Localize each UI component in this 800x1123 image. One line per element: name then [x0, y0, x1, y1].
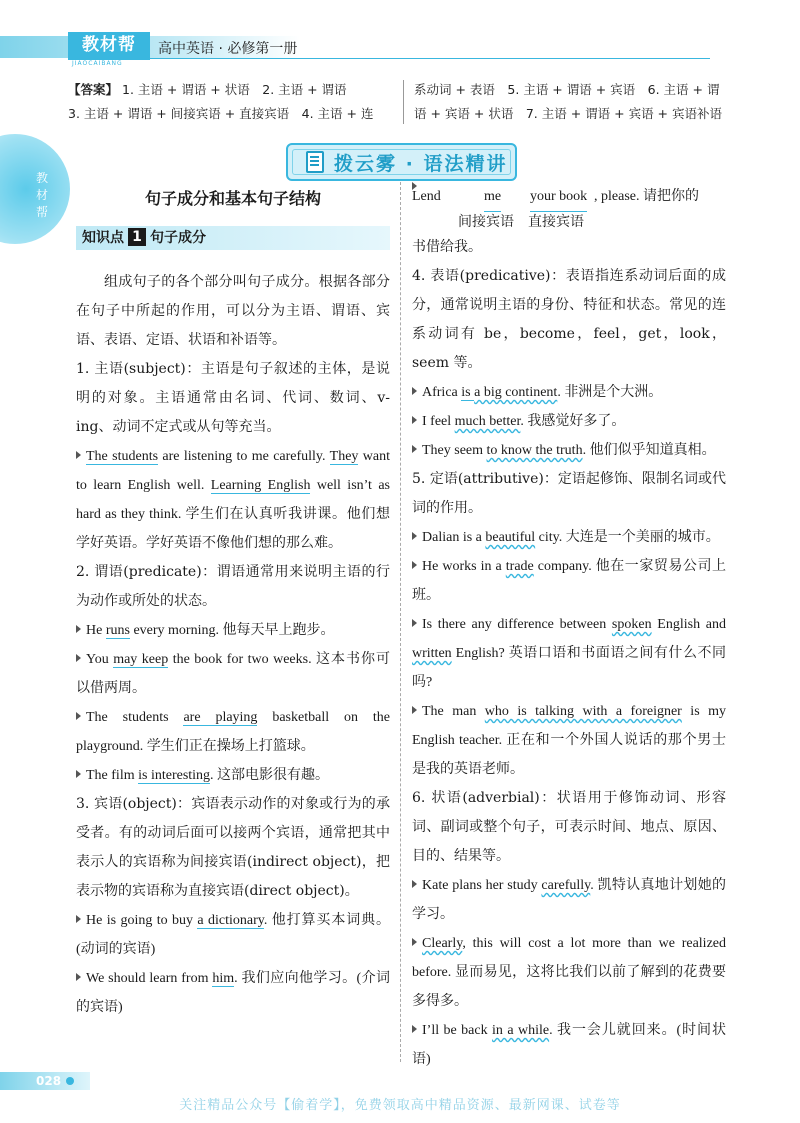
example-subject: The students are listening to me carefully. They want to learn English well. Learning English well isn’t as hard as they think. 学生们在认真听我讲课。他们想学好英语。学好英语不像他们想的那么难。 — [76, 449, 391, 551]
right-column — [412, 182, 726, 1074]
header-rule — [150, 58, 710, 59]
answer-divider — [403, 80, 404, 124]
example-attributive-1: Dalian is a beautiful city. 大连是一个美丽的城市。 — [412, 523, 726, 552]
bullet-icon — [76, 451, 81, 459]
example-object-3: Lend me your book , please. 请把你的 — [412, 182, 726, 211]
bullet-icon — [412, 1025, 417, 1033]
bullet-icon — [412, 387, 417, 395]
example-attributive-3: Is there any difference between spoken English and written English? 英语口语和书面语之间有什么不同吗? — [412, 617, 726, 690]
example-adverbial-2: Clearly, this will cost a lot more than we realized before. 显而易见，这将比我们以前了解到的花费要多得多。 — [412, 936, 726, 1009]
bullet-icon — [412, 938, 417, 946]
example-attributive-4: The man who is talking with a foreigner is my English teacher. 正在和一个外国人说话的那个男士是我的英语老师。 — [412, 704, 726, 777]
bullet-icon — [412, 706, 417, 714]
answer-line-4: 语 + 宾语 + 状语 7. 主语 + 谓语 + 宾语 + 宾语补语 — [414, 106, 723, 121]
example-object-3-tail: 书借给我。 — [412, 239, 482, 255]
example-predicate-3: The students are playing basketball on the playground. 学生们正在操场上打篮球。 — [76, 710, 390, 754]
kp-number: 1 — [128, 228, 146, 246]
bullet-icon — [412, 532, 417, 540]
kp-prefix: 知识点 — [82, 230, 124, 246]
bullet-icon — [412, 880, 417, 888]
left-column — [76, 182, 390, 1022]
section-header — [286, 143, 517, 181]
answer-box — [68, 78, 730, 126]
example-object-2: We should learn from him. 我们应向他学习。(介词的宾语) — [76, 971, 390, 1015]
attributive-definition: 5. 定语(attributive)：定语起修饰、限制名词或代词的作用。 — [412, 471, 726, 516]
answer-line-2: 3. 主语 + 谓语 + 间接宾语 + 直接宾语 4. 主语 + 连 — [68, 106, 374, 121]
example-predicate-2: You may keep the book for two weeks. 这本书你可以借两周。 — [76, 652, 391, 696]
answer-line-1: 1. 主语 + 谓语 + 状语 2. 主语 + 谓语 — [122, 82, 347, 97]
column-divider — [400, 182, 402, 1062]
section-title: 拨云雾 · 语法精讲 — [334, 153, 508, 175]
answer-line-3: 系动词 + 表语 5. 主语 + 谓语 + 宾语 6. 主语 + 谓 — [414, 82, 720, 97]
predicate-definition: 2. 谓语(predicate)：谓语通常用来说明主语的行为动作或所处的状态。 — [76, 564, 390, 609]
example-predicative-3: They seem to know the truth. 他们似乎知道真相。 — [412, 436, 726, 465]
page-dot-icon — [66, 1077, 74, 1085]
bullet-icon — [412, 619, 417, 627]
bullet-icon — [76, 654, 81, 662]
object-labels: 间接宾语 直接宾语 — [458, 214, 584, 230]
bullet-icon — [76, 712, 81, 720]
predicative-definition: 4. 表语(predicative)：表语指连系动词后面的成分，通常说明主语的身份、特征和状态。常见的连系动词有 be，become，feel，get，look，seem 等。 — [412, 268, 726, 371]
bullet-icon — [76, 973, 81, 981]
brand-logo: 教材帮 — [68, 32, 150, 60]
book-title: 高中英语 · 必修第一册 — [158, 41, 298, 57]
page-number: 028 — [36, 1074, 62, 1088]
answer-label: 【答案】 — [68, 82, 119, 97]
example-attributive-2: He works in a trade company. 他在一家贸易公司上班。 — [412, 559, 726, 603]
answer-right — [414, 78, 734, 126]
article-title: 句子成分和基本句子结构 — [144, 189, 321, 208]
bullet-icon — [412, 445, 417, 453]
example-adverbial-1: Kate plans her study carefully. 凯特认真地计划她的学习。 — [412, 878, 727, 922]
example-predicate-4: The film is interesting. 这部电影很有趣。 — [76, 761, 390, 790]
bullet-icon — [412, 416, 417, 424]
example-predicate-1: He runs every morning. 他每天早上跑步。 — [76, 616, 390, 645]
knowledge-point-bar — [76, 226, 390, 250]
footer-watermark: 关注精品公众号【偷着学】，免费领取高中精品资源、最新网课、试卷等 — [179, 1098, 621, 1113]
example-adverbial-3: I’ll be back in a while. 我一会儿就回来。(时间状语) — [412, 1023, 726, 1067]
brand-logo-sub: JIAOCAIBANG — [72, 60, 123, 67]
bullet-icon — [76, 770, 81, 778]
notebook-icon — [306, 151, 324, 173]
answer-left — [68, 78, 398, 126]
side-tab-label: 教材帮 — [35, 171, 48, 219]
example-predicative-1: Africa is a big continent. 非洲是个大洲。 — [412, 378, 726, 407]
kp-title: 句子成分 — [150, 230, 206, 246]
bullet-icon — [76, 625, 81, 633]
subject-definition: 1. 主语(subject)：主语是句子叙述的主体，是说明的对象。主语通常由名词、代词、数词、v-ing、动词不定式或从句等充当。 — [76, 361, 390, 435]
bullet-icon — [76, 915, 81, 923]
example-object-1: He is going to buy a dictionary. 他打算买本词典。(动词的宾语) — [76, 913, 390, 957]
bullet-icon — [412, 561, 417, 569]
object-definition: 3. 宾语(object)：宾语表示动作的对象或行为的承受者。有的动词后面可以接两个宾语，通常把其中表示人的宾语称为间接宾语(indirect object)，把表示物的宾语称为直接宾语(direct object)。 — [76, 796, 390, 899]
intro-paragraph: 组成句子的各个部分叫句子成分。根据各部分在句子中所起的作用，可以分为主语、谓语、宾语、表语、定语、状语和补语等。 — [76, 274, 390, 348]
adverbial-definition: 6. 状语(adverbial)：状语用于修饰动词、形容词、副词或整个句子，可表示时间、地点、原因、目的、结果等。 — [412, 790, 726, 864]
top-banner — [0, 35, 300, 67]
example-predicative-2: I feel much better. 我感觉好多了。 — [412, 407, 726, 436]
